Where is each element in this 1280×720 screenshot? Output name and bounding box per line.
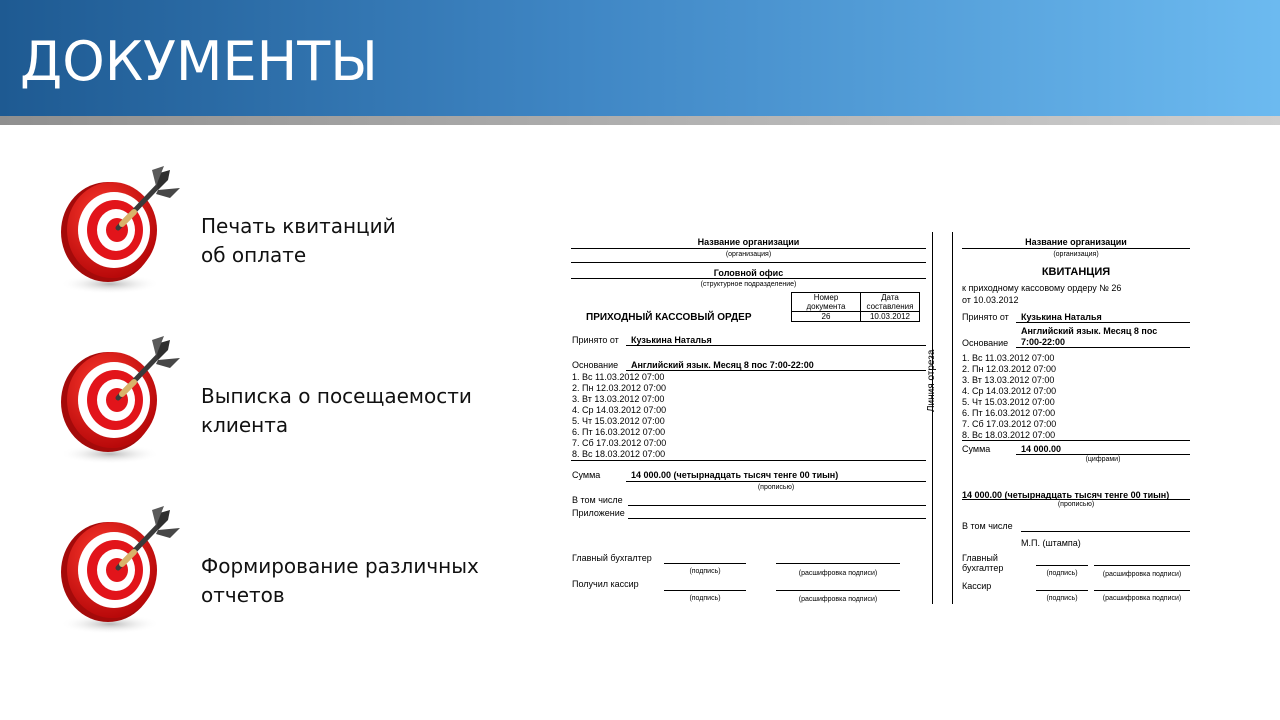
doc-date-value: 10.03.2012 [861, 312, 920, 322]
doc-number-value: 26 [792, 312, 861, 322]
visit-item: 5. Чт 15.03.2012 07:00 [572, 416, 665, 426]
divider [962, 440, 1190, 441]
visit-item: 7. Сб 17.03.2012 07:00 [962, 419, 1057, 429]
receipt-digits-caption: (цифрами) [1085, 456, 1121, 463]
visits-list [572, 372, 666, 460]
order-title: ПРИХОДНЫЙ КАССОВЫЙ ОРДЕР [586, 312, 752, 323]
cut-line [932, 232, 933, 604]
visit-item: 7. Сб 17.03.2012 07:00 [572, 438, 667, 448]
divider [571, 248, 926, 249]
accepted-from-label: Принято от [572, 335, 619, 345]
decoding-caption: (расшифровка подписи) [1102, 595, 1182, 602]
basis-value: Английский язык. Месяц 8 пос 7:00-22:00 [631, 360, 814, 370]
decoding-caption: (расшифровка подписи) [798, 570, 878, 577]
receipt-org-caption: (организация) [1053, 251, 1099, 258]
receipt-sum-words: 14 000.00 (четырнадцать тысяч тенге 00 тиын) [962, 490, 1170, 500]
cash-receipt-document [566, 228, 1200, 608]
header-divider [0, 116, 1280, 125]
accepted-from-value: Кузькина Наталья [631, 335, 712, 345]
receipt-words-caption: (прописью) [1057, 501, 1095, 508]
bullet-attendance [52, 336, 492, 476]
visit-item: 8. Вс 18.03.2012 07:00 [962, 430, 1056, 440]
visit-item: 2. Пн 12.03.2012 07:00 [962, 364, 1057, 374]
bullet-text-line: Печать квитанций [201, 214, 396, 238]
visit-item: 6. Пт 16.03.2012 07:00 [962, 408, 1056, 418]
target-dart-icon [52, 166, 192, 306]
divider [962, 499, 1190, 500]
visit-item: 1. Вс 11.03.2012 07:00 [572, 372, 665, 382]
including-label: В том числе [572, 495, 623, 505]
divider [628, 518, 926, 519]
bullet-text-line: клиента [201, 413, 289, 437]
visit-item: 6. Пт 16.03.2012 07:00 [572, 427, 666, 437]
visit-item: 2. Пн 12.03.2012 07:00 [572, 383, 667, 393]
receipt-basis-line1: Английский язык. Месяц 8 пос [1021, 326, 1158, 336]
bullet-text-line: отчетов [201, 583, 285, 607]
divider [626, 345, 926, 346]
bullet-receipts [52, 166, 492, 306]
dept-caption: (структурное подразделение) [700, 281, 797, 288]
divider [571, 262, 926, 263]
receipt-to-order: к приходному кассовому ордеру № 26 [962, 283, 1122, 293]
divider [626, 481, 926, 482]
decoding-caption: (расшифровка подписи) [1102, 571, 1182, 578]
doc-number-table [791, 292, 920, 322]
sum-label: Сумма [572, 470, 601, 480]
visit-item: 8. Вс 18.03.2012 07:00 [572, 449, 666, 459]
divider [1016, 454, 1190, 455]
target-dart-icon [52, 506, 192, 646]
signature-line [664, 563, 746, 564]
bullet-text-line: Формирование различных [201, 554, 479, 578]
divider [628, 505, 926, 506]
signature-caption: (подпись) [689, 568, 721, 575]
cut-line-label: Линия отреза [926, 349, 937, 412]
signature-line [776, 563, 900, 564]
divider [571, 278, 926, 279]
bullet-text-line: Выписка о посещаемости [201, 384, 472, 408]
cut-line [952, 232, 953, 604]
receipt-title: КВИТАНЦИЯ [1041, 266, 1111, 278]
signature-line [1094, 590, 1190, 591]
signature-line [776, 590, 900, 591]
signature-line [664, 590, 746, 591]
decoding-caption: (расшифровка подписи) [798, 596, 878, 603]
receipt-chief-accountant-label: Главный бухгалтер [962, 553, 1004, 573]
org-caption: (организация) [725, 251, 772, 258]
receipt-stamp-label: М.П. (штампа) [1021, 538, 1081, 548]
sum-value: 14 000.00 (четырнадцать тысяч тенге 00 тиын) [631, 470, 839, 480]
visit-item: 5. Чт 15.03.2012 07:00 [962, 397, 1055, 407]
signature-caption: (подпись) [689, 595, 721, 602]
divider [1016, 347, 1190, 348]
receipt-visits-list [962, 353, 1056, 441]
divider [962, 248, 1190, 249]
receipt-cashier-label: Кассир [962, 581, 992, 591]
sum-caption: (прописью) [757, 484, 795, 491]
signature-caption: (подпись) [1046, 570, 1078, 577]
receipt-org-name: Название организации [1025, 237, 1127, 247]
visit-item: 3. Вт 13.03.2012 07:00 [572, 394, 665, 404]
divider [1021, 531, 1190, 532]
page-title: ДОКУМЕНТЫ [20, 30, 378, 93]
divider [571, 460, 926, 461]
receipt-accepted-from-value: Кузькина Наталья [1021, 312, 1102, 322]
chief-accountant-label: Главный бухгалтер [572, 553, 652, 563]
receipt-sum-label: Сумма [962, 444, 991, 454]
signature-line [1094, 565, 1190, 566]
signature-caption: (подпись) [1046, 595, 1078, 602]
receipt-accepted-from-label: Принято от [962, 312, 1009, 322]
dept-name: Головной офис [713, 268, 784, 278]
target-dart-icon [52, 336, 192, 476]
receipt-basis-line2: 7:00-22:00 [1021, 337, 1066, 347]
doc-number-header: Номер документа [792, 293, 861, 312]
receipt-date: от 10.03.2012 [962, 295, 1019, 305]
divider [626, 370, 926, 371]
basis-label: Основание [572, 360, 619, 370]
doc-date-header: Дата составления [861, 293, 920, 312]
header-banner [0, 0, 1280, 116]
cashier-label: Получил кассир [572, 579, 639, 589]
receipt-including-label: В том числе [962, 521, 1013, 531]
signature-line [1036, 565, 1088, 566]
attachment-label: Приложение [572, 508, 625, 518]
receipt-basis-label: Основание [962, 338, 1009, 348]
visit-item: 1. Вс 11.03.2012 07:00 [962, 353, 1055, 363]
bullet-text-line: об оплате [201, 243, 307, 267]
org-name: Название организации [697, 237, 800, 247]
receipt-sum-digits: 14 000.00 [1021, 444, 1062, 454]
bullet-reports [52, 506, 492, 646]
visit-item: 3. Вт 13.03.2012 07:00 [962, 375, 1055, 385]
signature-line [1036, 590, 1088, 591]
visit-item: 4. Ср 14.03.2012 07:00 [962, 386, 1057, 396]
divider [1016, 322, 1190, 323]
visit-item: 4. Ср 14.03.2012 07:00 [572, 405, 667, 415]
